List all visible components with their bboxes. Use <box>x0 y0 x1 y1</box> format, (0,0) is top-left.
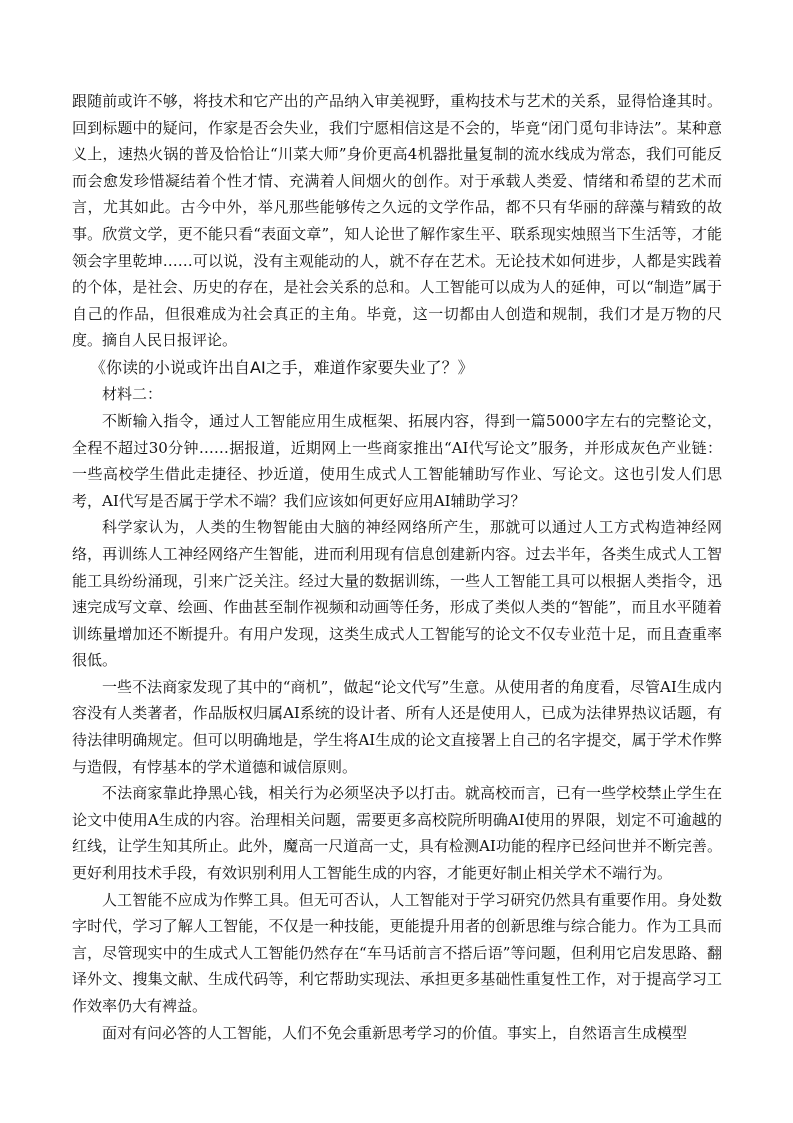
paragraph-1: 跟随前或许不够，将技术和它产出的产品纳入审美视野，重构技术与艺术的关系，显得恰逢其时。回到标题中的疑问，作家是否会失业，我们宁愿相信这是不会的，毕竟“闭门觅句非诗法”。某种意义上，速热火锅的普及恰恰让“川菜大师”身价更高4机器批量复制的流水线成为常态，我们可能反而会愈发珍惜凝结着个性才情、充满着人间烟火的创作。对于承载人类爱、情绪和希望的艺术而言，尤其如此。古今中外，举凡那些能够传之久远的文学作品，都不只有华丽的辞藻与精致的故事。欣赏文学，更不能只看“表面文章”，知人论世了解作家生平、联系现实烛照当下生活等，才能领会字里乾坤……可以说，没有主观能动的人，就不存在艺术。无论技术如何进步，人都是实践着的个体，是社会、历史的存在，是社会关系的总和。人工智能可以成为人的延伸，可以“制造”属于自己的作品，但很难成为社会真正的主角。毕竟，这一切都由人创造和规制，我们才是万物的尺度。摘自人民日报评论。 <box>72 92 722 350</box>
paragraph-2: 不断输入指令，通过人工智能应用生成框架、拓展内容，得到一篇5000字左右的完整论文，全程不超过30分钟……据报道，近期网上一些商家推出“AI代写论文”服务，并形成灰色产业链：一些高校学生借此走捷径、抄近道，使用生成式人工智能辅助写作业、写论文。这也引发人们思考，AI代写是否属于学术不端？我们应该如何更好应用AI辅助学习？ <box>72 411 722 510</box>
document-page <box>72 88 722 1046</box>
paragraph-5: 不法商家靠此挣黑心钱，相关行为必须坚决予以打击。就高校而言，已有一些学校禁止学生在论文中使用A生成的内容。治理相关问题，需要更多高校院所明确AI使用的界限，划定不可逾越的红线，让学生知其所止。此外，魔高一尺道高一丈，具有检测AI功能的程序已经问世并不断完善。更好利用技术手段，有效识别利用人工智能生成的内容，才能更好制止相关学术不端行为。 <box>72 784 722 883</box>
section-label-material-two: 材料二： <box>102 384 163 403</box>
paragraph-4: 一些不法商家发现了其中的“商机”，做起“论文代写”生意。从使用者的角度看，尽管AI生成内容没有人类著者，作品版权归属AI系统的设计者、所有人还是使用人，已成为法律界热议话题，有待法律明确规定。但可以明确地是，学生将AI生成的论文直接署上自己的名字提交，属于学术作弊与造假，有悖基本的学术道德和诚信原则。 <box>72 677 722 776</box>
paragraph-3: 科学家认为，人类的生物智能由大脑的神经网络所产生，那就可以通过人工方式构造神经网络，再训练人工神经网络产生智能，进而利用现有信息创建新内容。过去半年，各类生成式人工智能工具纷纷涌现，引来广泛关注。经过大量的数据训练，一些人工智能工具可以根据人类指令，迅速完成写文章、绘画、作曲甚至制作视频和动画等任务，形成了类似人类的“智能”，而且水平随着训练量增加还不断提升。有用户发现，这类生成式人工智能写的论文不仅专业范十足，而且查重率很低。 <box>72 518 722 670</box>
paragraph-6: 人工智能不应成为作弊工具。但无可否认，人工智能对于学习研究仍然具有重要作用。身处数字时代，学习了解人工智能，不仅是一种技能，更能提升用者的创新思维与综合能力。作为工具而言，尽管现实中的生成式人工智能仍然存在“车马话前言不搭后语”等问题，但利用它启发思路、翻译外文、搜集文献、生成代码等，利它帮助实现法、承担更多基础性重复性工作，对于提高学习工作效率仍大有裨益。 <box>72 890 722 1015</box>
source-article-title: 《你读的小说或许出自AI之手，难道作家要失业了？》 <box>90 357 474 377</box>
paragraph-7: 面对有问必答的人工智能，人们不免会重新思考学习的价值。事实上，自然语言生成模型 <box>102 1023 688 1042</box>
